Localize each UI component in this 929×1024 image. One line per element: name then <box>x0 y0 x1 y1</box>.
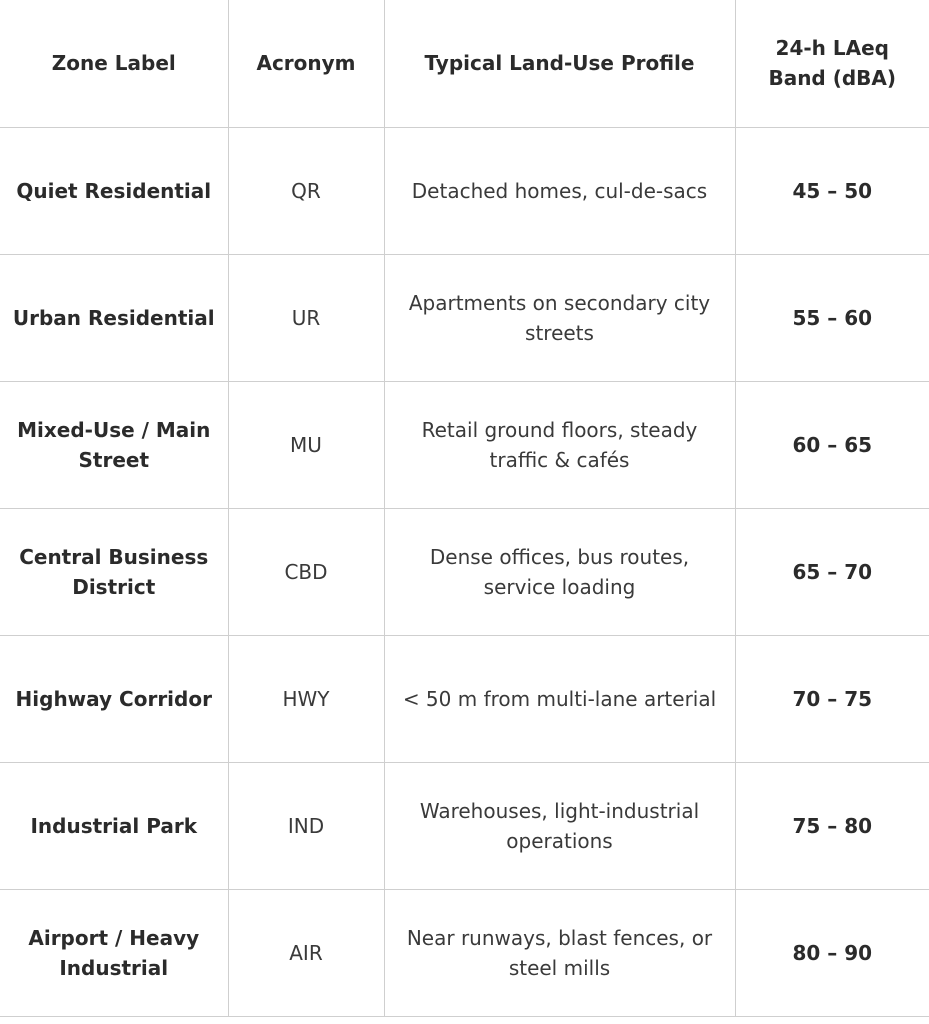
acronym-cell: AIR <box>228 889 384 1016</box>
acronym-cell: IND <box>228 762 384 889</box>
header-acronym: Acronym <box>228 0 384 127</box>
acronym-cell: HWY <box>228 635 384 762</box>
laeq-band-cell: 80 – 90 <box>735 889 929 1016</box>
land-use-profile-cell: Detached homes, cul-de-sacs <box>384 127 735 254</box>
laeq-band-cell: 55 – 60 <box>735 254 929 381</box>
land-use-profile-cell: Near runways, blast fences, or steel mills <box>384 889 735 1016</box>
acronym-cell: CBD <box>228 508 384 635</box>
land-use-profile-cell: Retail ground floors, steady traffic & cafés <box>384 381 735 508</box>
header-land-use-profile: Typical Land-Use Profile <box>384 0 735 127</box>
zone-label-cell: Airport / Heavy Industrial <box>0 889 228 1016</box>
table-row <box>0 889 929 1016</box>
table-row <box>0 508 929 635</box>
header-zone-label: Zone Label <box>0 0 228 127</box>
header-row <box>0 0 929 127</box>
header-laeq-band: 24-h LAeq Band (dBA) <box>735 0 929 127</box>
zone-label-cell: Industrial Park <box>0 762 228 889</box>
land-use-profile-cell: Apartments on secondary city streets <box>384 254 735 381</box>
table-row <box>0 381 929 508</box>
zone-label-cell: Mixed-Use / Main Street <box>0 381 228 508</box>
land-use-profile-cell: Warehouses, light-industrial operations <box>384 762 735 889</box>
acronym-cell: UR <box>228 254 384 381</box>
acronym-cell: MU <box>228 381 384 508</box>
zone-label-cell: Central Business District <box>0 508 228 635</box>
land-use-profile-cell: Dense offices, bus routes, service loading <box>384 508 735 635</box>
laeq-band-cell: 60 – 65 <box>735 381 929 508</box>
land-use-profile-cell: < 50 m from multi-lane arterial <box>384 635 735 762</box>
laeq-band-cell: 45 – 50 <box>735 127 929 254</box>
zone-label-cell: Quiet Residential <box>0 127 228 254</box>
laeq-band-cell: 70 – 75 <box>735 635 929 762</box>
table-row <box>0 127 929 254</box>
zone-label-cell: Highway Corridor <box>0 635 228 762</box>
acronym-cell: QR <box>228 127 384 254</box>
laeq-band-cell: 75 – 80 <box>735 762 929 889</box>
table-row <box>0 635 929 762</box>
table-row <box>0 254 929 381</box>
zone-label-cell: Urban Residential <box>0 254 228 381</box>
laeq-band-cell: 65 – 70 <box>735 508 929 635</box>
table-row <box>0 762 929 889</box>
